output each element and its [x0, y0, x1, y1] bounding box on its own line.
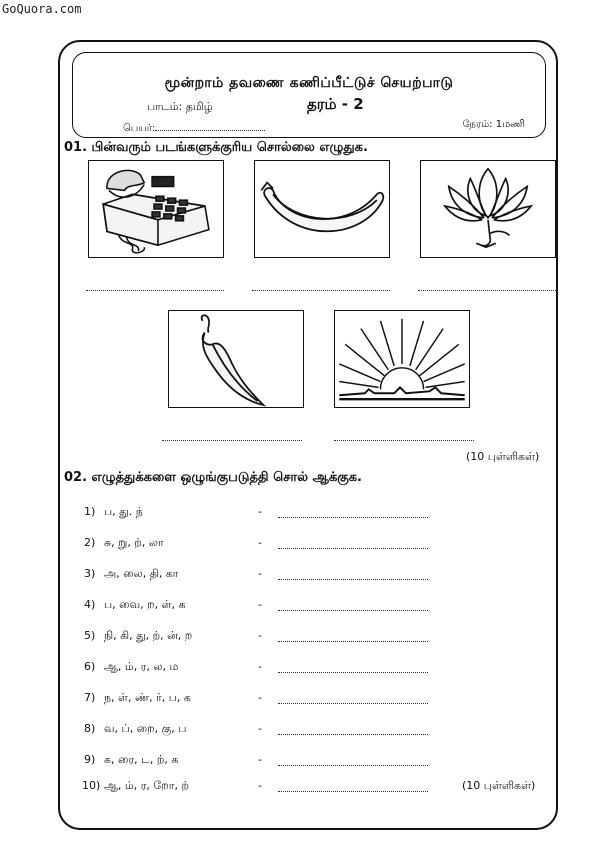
list-item — [84, 753, 554, 771]
item-answer-line[interactable] — [278, 672, 428, 673]
item-letters: ஆ, ம், ர, றோ, ற் — [104, 779, 189, 792]
name-field[interactable] — [123, 120, 265, 135]
item-letters: ந, ள், ண், ர், ப, க — [104, 691, 191, 704]
item-letters: சு, று, ற், லா — [104, 536, 164, 549]
watermark: GoQuora.com — [2, 2, 82, 16]
telephone-icon — [89, 161, 223, 257]
item-letters: ப, து. ந் — [104, 505, 143, 518]
item-letters: ப, வை, ற, ள், க — [104, 598, 186, 611]
name-label: பெயர்: — [123, 123, 156, 134]
item-dash: - — [258, 505, 262, 518]
item-answer-line[interactable] — [278, 703, 428, 704]
grade-label: தரம் - 2 — [307, 95, 364, 113]
list-item — [84, 567, 554, 585]
item-dash: - — [258, 753, 262, 766]
page-title: மூன்றாம் தவணை கணிப்பீட்டுச் செயற்பாடு — [164, 75, 454, 91]
list-item — [84, 660, 554, 678]
list-item — [84, 536, 554, 554]
list-item — [84, 722, 554, 740]
question-1-title: 01. பின்வரும் படங்களுக்குரிய சொல்லை எழுதுக. — [64, 140, 368, 155]
item-letters: வ, ப், றை, கு, ப — [104, 722, 187, 735]
item-number: 1) — [84, 505, 96, 518]
list-item — [84, 691, 554, 709]
item-dash: - — [258, 779, 262, 792]
item-number: 8) — [84, 722, 96, 735]
question-2-title: 02. எழுத்துக்களை ஒழுங்குபடுத்தி சொல் ஆக்குக. — [64, 470, 362, 485]
answer-line-2[interactable] — [252, 290, 390, 291]
item-number: 6) — [84, 660, 96, 673]
item-dash: - — [258, 691, 262, 704]
sunrise-picture — [334, 310, 470, 408]
item-letters: ஆ, ம், ர, ல, ம — [104, 660, 179, 673]
item-answer-line[interactable] — [278, 548, 428, 549]
item-dash: - — [258, 567, 262, 580]
item-dash: - — [258, 598, 262, 611]
item-answer-line[interactable] — [278, 641, 428, 642]
answer-line-3[interactable] — [418, 290, 556, 291]
item-answer-line[interactable] — [278, 579, 428, 580]
lotus-picture — [420, 160, 556, 258]
page-frame — [58, 40, 558, 830]
item-dash: - — [258, 660, 262, 673]
item-answer-line[interactable] — [278, 791, 428, 792]
item-number: 3) — [84, 567, 96, 580]
sunrise-icon — [335, 311, 469, 407]
item-dash: - — [258, 536, 262, 549]
header-box — [72, 52, 546, 138]
list-item — [84, 629, 554, 647]
item-letters: நி, கி, து, ற், ன், ற — [104, 629, 193, 642]
item-number: 7) — [84, 691, 96, 704]
answer-line-5[interactable] — [334, 440, 474, 441]
item-letters: அ, லை, தி, கா — [104, 567, 179, 580]
item-number: 2) — [84, 536, 96, 549]
list-item — [84, 598, 554, 616]
item-answer-line[interactable] — [278, 517, 428, 518]
subject-label: பாடம்: தமிழ் — [147, 100, 213, 113]
lotus-icon — [421, 161, 555, 257]
item-number: 4) — [84, 598, 96, 611]
item-answer-line[interactable] — [278, 765, 428, 766]
list-item — [84, 779, 554, 797]
item-number: 5) — [84, 629, 96, 642]
item-number: 10) — [82, 779, 101, 792]
item-dash: - — [258, 722, 262, 735]
answer-line-1[interactable] — [86, 290, 224, 291]
banana-picture — [254, 160, 390, 258]
question-1-marks: (10 புள்ளிகள்) — [466, 450, 540, 463]
item-answer-line[interactable] — [278, 610, 428, 611]
time-label: நேரம்: 1மணி — [462, 119, 525, 130]
item-letters: க, ரை, ட, ற், க — [104, 753, 179, 766]
item-answer-line[interactable] — [278, 734, 428, 735]
item-number: 9) — [84, 753, 96, 766]
telephone-picture — [88, 160, 224, 258]
answer-line-4[interactable] — [162, 440, 302, 441]
list-item — [84, 505, 554, 523]
question-2-marks: (10 புள்ளிகள்) — [462, 779, 536, 792]
banana-icon — [255, 161, 389, 257]
chilli-picture — [168, 310, 304, 408]
chilli-icon — [169, 311, 303, 407]
item-dash: - — [258, 629, 262, 642]
